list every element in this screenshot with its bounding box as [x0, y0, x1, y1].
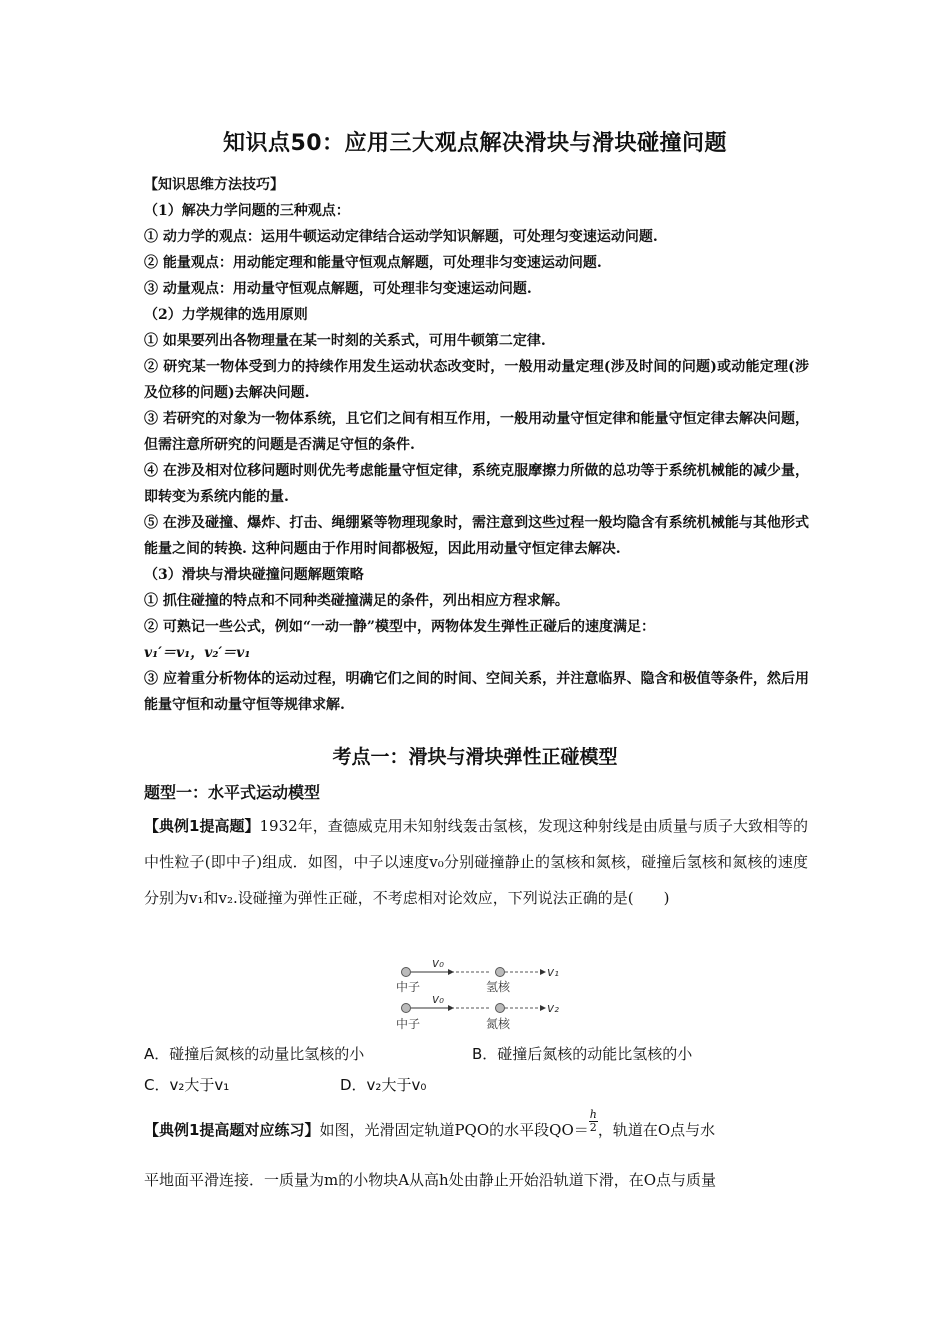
nitrogen-ball: [496, 1004, 505, 1013]
option-a: A．碰撞后氮核的动量比氢核的小: [144, 1045, 365, 1063]
example1-paragraph: [144, 808, 808, 916]
section-heading: 【知识思维方法技巧】: [144, 177, 284, 193]
p2-item: ① 如果要列出各物理量在某一时刻的关系式，可用牛顿第二定律.: [144, 333, 546, 349]
v0-label: v₀: [432, 958, 444, 970]
figure-row-hydrogen: [396, 958, 559, 994]
arrow-head-icon: [540, 1005, 546, 1011]
p1-item: ③ 动量观点：用动量守恒观点解题，可处理非匀变速运动问题.: [144, 281, 532, 297]
example1-text: 1932年，查德威克用未知射线轰击氢核，发现这种射线是由质量与质子大致相等的中性粒子(即中子)组成．如图，中子以速度v₀分别碰撞静止的氢核和氮核，碰撞后氢核和氮核的速度分别为v₁和v₂.设碰撞为弹性正碰，不考虑相对论效应，下列说法正确的是( ): [144, 817, 808, 907]
p1-item: ② 能量观点：用动能定理和能量守恒观点解题，可处理非匀变速运动问题.: [144, 255, 602, 271]
kaodian-heading: 考点一：滑块与滑块弹性正碰模型: [332, 746, 618, 768]
tixing-heading: 题型一：水平式运动模型: [144, 783, 321, 802]
nitrogen-label: 氮核: [486, 1017, 511, 1031]
practice-tag: 【典例1提高题对应练习】: [144, 1121, 320, 1139]
arrow-head-icon: [448, 969, 454, 975]
fraction-h-over-2: [589, 1109, 598, 1134]
arrow-head-icon: [448, 1005, 454, 1011]
practice-text: 如图，光滑固定轨道PQO的水平段QO＝: [319, 1121, 589, 1139]
arrow-head-icon: [540, 969, 546, 975]
option-c: C．v₂大于v₁: [144, 1076, 230, 1094]
p3-heading: （3）滑块与滑块碰撞问题解题策略: [144, 567, 364, 583]
p3-item: ① 抓住碰撞的特点和不同种类碰撞满足的条件，列出相应方程求解。: [144, 593, 569, 609]
p2-heading: （2）力学规律的选用原则: [144, 307, 308, 323]
method-section: [144, 172, 809, 718]
v2-label: v₂: [547, 1001, 559, 1015]
p2-item: ④ 在涉及相对位移问题时则优先考虑能量守恒定律，系统克服摩擦力所做的总功等于系统机械能的减少量，即转变为系统内能的量.: [144, 463, 809, 505]
neutron-ball: [402, 1004, 411, 1013]
hydrogen-ball: [496, 968, 505, 977]
p2-item: ⑤ 在涉及碰撞、爆炸、打击、绳绷紧等物理现象时，需注意到这些过程一般均隐含有系统机械能与其他形式能量之间的转换. 这种问题由于作用时间都极短，因此用动量守恒定律去解决.: [144, 515, 809, 557]
neutron-ball: [402, 968, 411, 977]
p3-formula: v₁′＝v₁，v₂′＝v₁: [144, 645, 251, 661]
p1-item: ① 动力学的观点：运用牛顿运动定律结合运动学知识解题，可处理匀变速运动问题.: [144, 229, 658, 245]
practice-line2: 平地面平滑连接．一质量为m的小物块A从高h处由静止开始沿轨道下滑，在O点与质量: [144, 1171, 717, 1189]
collision-figure: [390, 958, 560, 1036]
neutron-label: 中子: [396, 980, 421, 994]
neutron-label: 中子: [396, 1017, 421, 1031]
option-d: D．v₂大于v₀: [340, 1076, 427, 1094]
v0-label: v₀: [432, 992, 444, 1006]
hydrogen-label: 氢核: [486, 980, 511, 994]
example1-tag: 【典例1提高题】: [144, 817, 260, 835]
p2-item: ② 研究某一物体受到力的持续作用发生运动状态改变时，一般用动量定理(涉及时间的问题)或动能定理(涉及位移的问题)去解决问题.: [144, 359, 809, 401]
practice-text-tail: ，轨道在O点与水: [597, 1121, 716, 1139]
figure-row-nitrogen: [396, 992, 559, 1031]
option-b: B．碰撞后氮核的动能比氢核的小: [472, 1045, 693, 1063]
practice-paragraph: [144, 1107, 808, 1148]
p3-item: ② 可熟记一些公式，例如“一动一静”模型中，两物体发生弹性正碰后的速度满足：: [144, 619, 655, 635]
p2-item: ③ 若研究的对象为一物体系统，且它们之间有相互作用，一般用动量守恒定律和能量守恒定律去解决问题，但需注意所研究的问题是否满足守恒的条件.: [144, 411, 809, 453]
v1-label: v₁: [547, 965, 559, 979]
fraction-numerator: h: [589, 1107, 597, 1121]
p3-item: ③ 应着重分析物体的运动过程，明确它们之间的时间、空间关系，并注意临界、隐含和极值等条件，然后用能量守恒和动量守恒等规律求解.: [144, 671, 809, 713]
page-title: 知识点50：应用三大观点解决滑块与滑块碰撞问题: [222, 131, 728, 156]
fraction-denominator: 2: [589, 1120, 597, 1134]
p1-heading: （1）解决力学问题的三种观点：: [144, 203, 350, 219]
